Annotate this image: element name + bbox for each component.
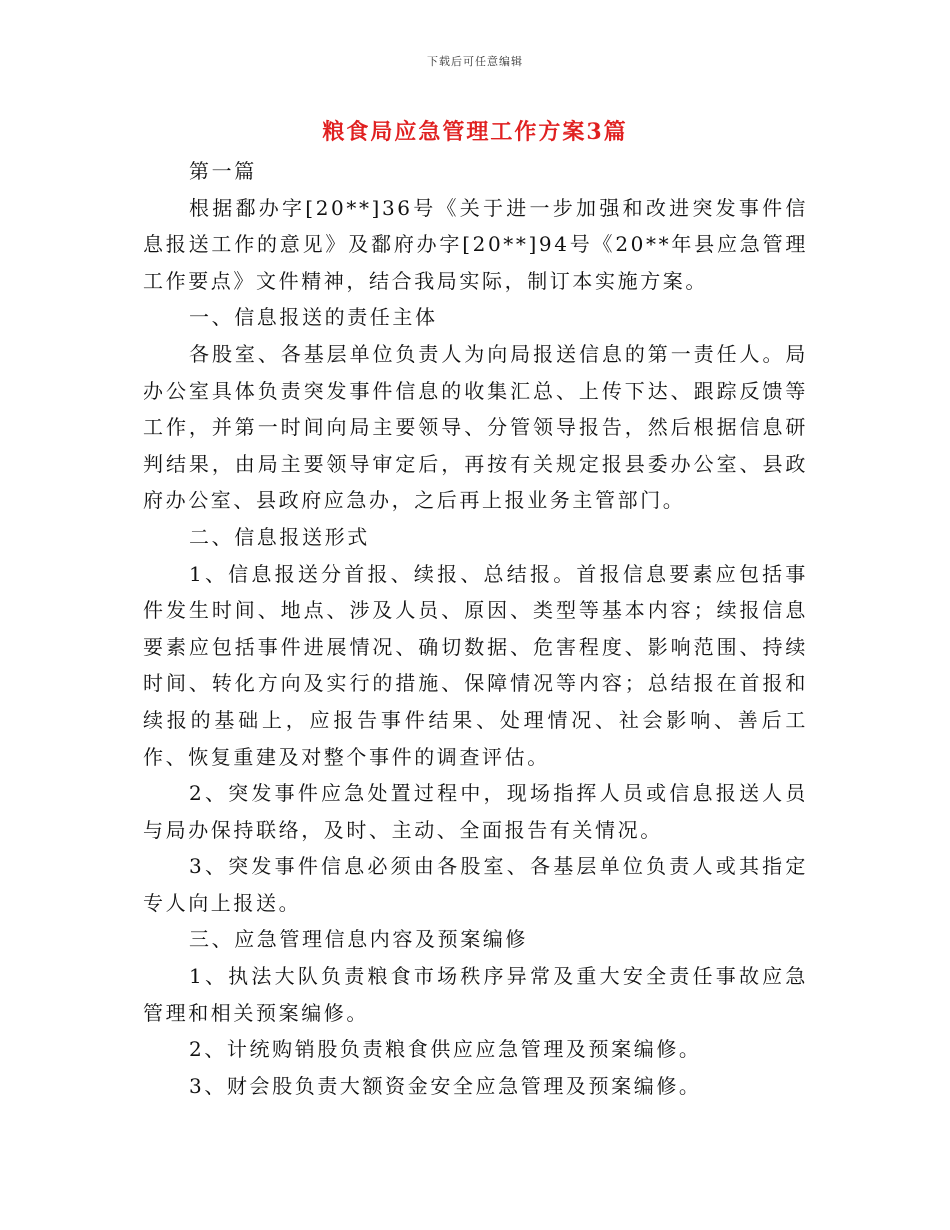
section-heading-first: 第一篇 bbox=[189, 159, 257, 183]
document-body bbox=[143, 153, 808, 1104]
section-heading-1: 一、信息报送的责任主体 bbox=[189, 305, 438, 330]
paragraph-plan-2: 2、计统购销股负责粮食供应应急管理及预案编修。 bbox=[189, 1037, 702, 1062]
paragraph-report-form-2: 2、突发事件应急处置过程中，现场指挥人员或信息报送人员与局办保持联络，及时、主动、全面报告有关情况。 bbox=[143, 781, 808, 842]
header-note: 下载后可任意编辑 bbox=[427, 55, 523, 68]
document-title: 粮食局应急管理工作方案3篇 bbox=[322, 119, 628, 145]
section-heading-2: 二、信息报送形式 bbox=[189, 524, 370, 549]
paragraph-intro: 根据鄱办字[20**]36号《关于进一步加强和改进突发事件信息报送工作的意见》及鄱府办字[20**]94号《20**年县应急管理工作要点》文件精神，结合我局实际，制订本实施方案。 bbox=[143, 195, 808, 293]
paragraph-report-form-3: 3、突发事件信息必须由各股室、各基层单位负责人或其指定专人向上报送。 bbox=[143, 854, 808, 915]
paragraph-plan-3: 3、财会股负责大额资金安全应急管理及预案编修。 bbox=[189, 1073, 702, 1098]
paragraph-report-form-1: 1、信息报送分首报、续报、总结报。首报信息要素应包括事件发生时间、地点、涉及人员、原因、类型等基本内容；续报信息要素应包括事件进展情况、确切数据、危害程度、影响范围、持续时间、转化方向及实行的措施、保障情况等内容；总结报在首报和续报的基础上，应报告事件结果、处理情况、社会影响、善后工作、恢复重建及对整个事件的调查评估。 bbox=[143, 561, 808, 769]
section-heading-3: 三、应急管理信息内容及预案编修 bbox=[189, 927, 528, 952]
paragraph-responsibility: 各股室、各基层单位负责人为向局报送信息的第一责任人。局办公室具体负责突发事件信息的收集汇总、上传下达、跟踪反馈等工作，并第一时间向局主要领导、分管领导报告，然后根据信息研判结果，由局主要领导审定后，再按有关规定报县委办公室、县政府办公室、县政府应急办，之后再上报业务主管部门。 bbox=[143, 341, 808, 513]
paragraph-plan-1: 1、执法大队负责粮食市场秩序异常及重大安全责任事故应急管理和相关预案编修。 bbox=[143, 964, 808, 1025]
